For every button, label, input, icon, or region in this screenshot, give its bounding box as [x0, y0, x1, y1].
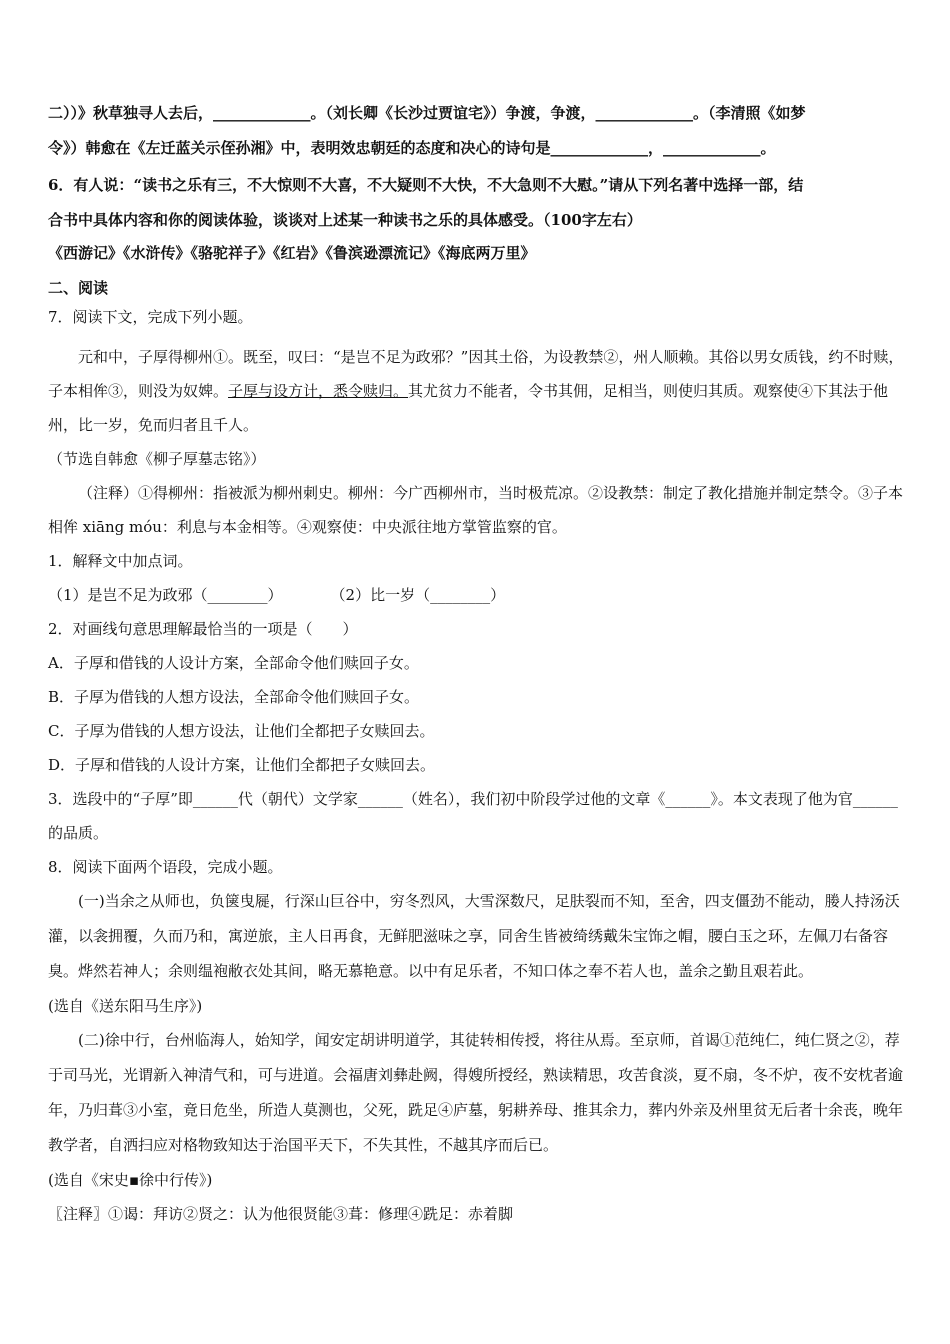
- q7-notes: （注释）①得柳州：指被派为柳州刺史。柳州：今广西柳州市，当时极荒凉。②设教禁：制定了教化措施并制定禁令。③子本相侔 xiāng móu：利息与本金相等。④观察使：中央派往地方掌管监察的官。: [48, 484, 904, 536]
- q7-option-b: B．子厚为借钱的人想方设法，全部命令他们赎回子女。: [48, 688, 420, 706]
- q7-passage-part-a: 元和中，子厚得柳州①。既至，叹曰：“是岂不足为政邪？”因其土俗，为设教禁②，州人顺赖。其俗以男女质钱，约不时赎，子本相侔③，则没为奴婢。: [48, 348, 904, 400]
- q7-sub1-item-1: （1）是岂不足为政邪（________）: [48, 586, 283, 604]
- q8-prompt: 8．阅读下面两个语段，完成小题。: [48, 858, 283, 876]
- document-page: [48, 96, 908, 1231]
- q7-option-d: D．子厚和借钱的人设计方案，让他们全都把子女赎回去。: [48, 756, 436, 774]
- q6-book-list: 《西游记》《水浒传》《骆驼祥子》《红岩》《鲁滨逊漂流记》《海底两万里》: [48, 244, 536, 262]
- section-2-title: 二、阅读: [48, 279, 109, 297]
- q7-sub1-prompt: 1．解释文中加点词。: [48, 552, 193, 570]
- q7-prompt: 7．阅读下文，完成下列小题。: [48, 308, 253, 326]
- fill-blank-line-1: 二））》秋草独寻人去后，_____________。（刘长卿《长沙过贾谊宅》）争渡，争渡，_____________。（李清照《如梦: [48, 104, 806, 122]
- q7-source: （节选自韩愈《柳子厚墓志铭》）: [48, 450, 266, 468]
- q8-source-2: (选自《宋史▪徐中行传》): [48, 1171, 213, 1189]
- q8-text-2: (二)徐中行，台州临海人，始知学，闻安定胡讲明道学，其徒转相传授，将往从焉。至京师，首谒①范纯仁，纯仁贤之②，荐于司马光，光谓新入神清气和，可与进道。会福唐刘彝赴阙，得嫂所授经，熟读精思，攻苦食淡，夏不扇，冬不炉，夜不安枕者逾年，乃归葺③小室，竟日危坐，所造人莫测也，父死，跣足④庐墓，躬耕养母、推其余力，葬内外亲及州里贫无后者十余丧，晚年教学者，自洒扫应对格物致知达于治国平天下，不失其性，不越其序而后已。: [48, 1031, 904, 1154]
- q7-passage: [48, 340, 908, 442]
- q7-sub1-item-2: （2）比一岁（________）: [330, 586, 506, 604]
- q8-notes: 〖注释〗①谒：拜访②贤之：认为他很贤能③葺：修理④跣足：赤着脚: [48, 1205, 514, 1223]
- q7-underlined-sentence: 子厚与设方计，悉令赎归。: [228, 382, 409, 400]
- q6-line-1: 6．有人说：“读书之乐有三，不大惊则不大喜，不大疑则不大快，不大急则不大慰。”请从下列名著中选择一部，结: [48, 176, 804, 194]
- q7-option-c: C．子厚为借钱的人想方设法，让他们全都把子女赎回去。: [48, 722, 435, 740]
- q7-sub3: 3．选段中的“子厚”即______代（朝代）文学家______（姓名），我们初中阶段学过他的文章《______》。本文表现了他为官______的品质。: [48, 790, 898, 842]
- fill-blank-line-2: 令》）韩愈在《左迁蓝关示侄孙湘》中，表明效忠朝廷的态度和决心的诗句是_____________，_____________。: [48, 139, 776, 157]
- q7-passage-part-b: 其尤贫力不能者，令书其佣，足相当，则使归其质。观察使④下其法于他州，比一岁，免而归者且千人。: [48, 382, 889, 434]
- q7-option-a: A．子厚和借钱的人设计方案，全部命令他们赎回子女。: [48, 654, 419, 672]
- q6-line-2: 合书中具体内容和你的阅读体验，谈谈对上述某一种读书之乐的具体感受。（100字左右）: [48, 211, 642, 229]
- q7-sub2-prompt: 2．对画线句意思理解最恰当的一项是（ ）: [48, 620, 358, 638]
- q8-source-1: (选自《送东阳马生序》): [48, 997, 203, 1015]
- q8-text-1: (一)当余之从师也，负箧曳屣，行深山巨谷中，穷冬烈风，大雪深数尺，足肤裂而不知，至舍，四支僵劲不能动，媵人持汤沃灌，以衾拥覆，久而乃和，寓逆旅，主人日再食，无鲜肥滋味之享，同舍生皆被绮绣戴朱宝饰之帽，腰白玉之环，左佩刀右备容臭。烨然若神人；余则缊袍敝衣处其间，略无慕艳意。以中有足乐者，不知口体之奉不若人也，盖余之勤且艰若此。: [48, 892, 900, 980]
- q7-sub1-items: [48, 578, 908, 612]
